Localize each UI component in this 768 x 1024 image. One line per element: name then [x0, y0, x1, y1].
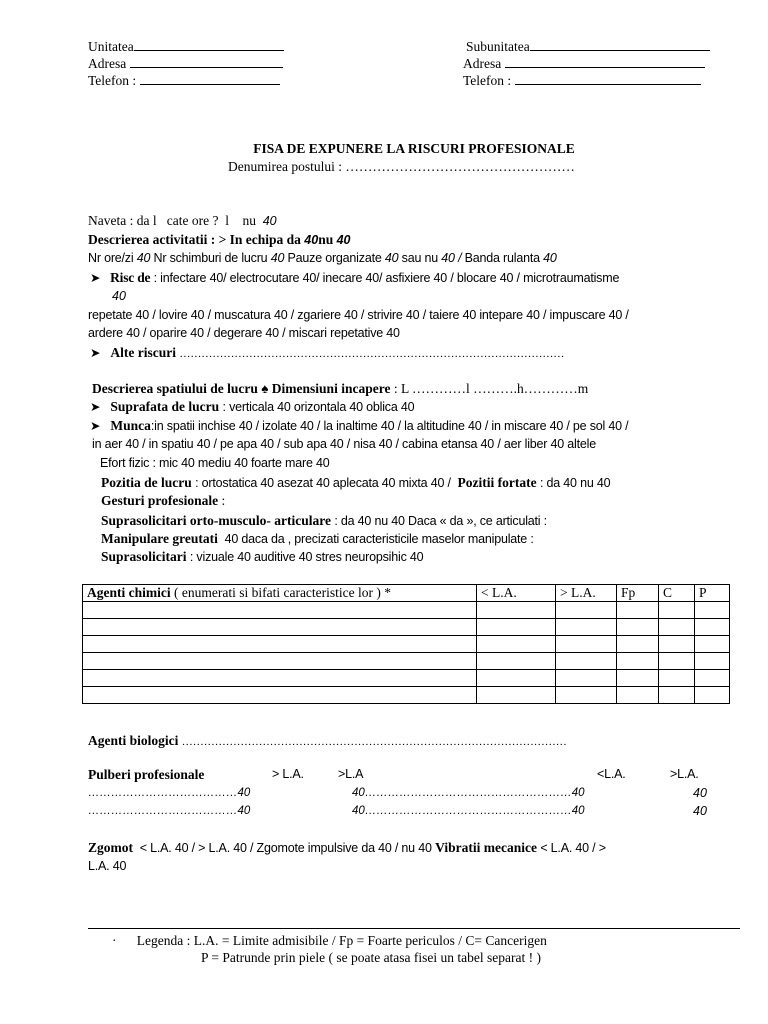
greutati-values[interactable]: 40 daca da , precizati caracteristicile maselor manipulate : [224, 532, 534, 546]
page-title: FISA DE EXPUNERE LA RISCURI PROFESIONALE [253, 141, 575, 156]
spade-icon: ♠ [261, 381, 269, 396]
gesturi-label: Gesturi profesionale [101, 493, 219, 508]
pulberi-row1-c[interactable]: 40 [693, 786, 707, 800]
agenti-chimici-label: Agenti chimici [87, 585, 171, 600]
table-row[interactable] [83, 619, 730, 636]
table-cell[interactable] [83, 636, 477, 653]
table-cell[interactable] [695, 687, 730, 704]
alte-dots[interactable]: …………………………………………………………………………………………… [179, 348, 565, 360]
footer-divider [88, 928, 740, 929]
telefon-label: Telefon : [88, 73, 137, 88]
table-header-c: C [659, 585, 695, 602]
table-cell[interactable] [617, 602, 659, 619]
pauze-label: Pauze organizate [287, 251, 382, 265]
table-cell[interactable] [617, 687, 659, 704]
table-cell[interactable] [695, 602, 730, 619]
supra-values[interactable]: : vizuale 40 auditive 40 stres neuropsihic 40 [189, 550, 424, 564]
activitate-da-value[interactable]: 40 [304, 233, 319, 247]
banda-label: Banda rulanta [464, 251, 540, 265]
table-cell[interactable] [695, 619, 730, 636]
table-header-row [83, 585, 730, 602]
pulberi-h4: >L.A. [670, 767, 699, 781]
table-cell[interactable] [477, 687, 556, 704]
unitatea-label: Unitatea [88, 39, 134, 54]
agenti-chimici-hint: ( enumerati si bifati caracteristice lor ) * [174, 585, 392, 600]
table-cell[interactable] [556, 687, 617, 704]
gesturi-colon: : [221, 493, 226, 508]
zgomot-values[interactable]: < L.A. 40 / > L.A. 40 / Zgomote impulsive da 40 / nu 40 [139, 841, 432, 855]
table-cell[interactable] [83, 653, 477, 670]
naveta-cate: cate ore ? [166, 213, 219, 228]
munca-row [90, 417, 628, 435]
table-cell[interactable] [617, 670, 659, 687]
biologici-label: Agenti biologici [88, 733, 179, 748]
table-cell[interactable] [556, 636, 617, 653]
table-cell[interactable] [556, 670, 617, 687]
pauze-nu-label: sau nu [401, 251, 439, 265]
table-cell[interactable] [659, 619, 695, 636]
munca-line1[interactable]: :in spatii inchise 40 / izolate 40 / la inaltime 40 / la altitudine 40 / in miscare 40 / pe sol 40 / [150, 419, 629, 433]
adresa2-field[interactable] [463, 55, 705, 72]
table-row[interactable] [83, 670, 730, 687]
table-cell[interactable] [83, 670, 477, 687]
table-row[interactable] [83, 687, 730, 704]
table-header-gt-la: > L.A. [556, 585, 617, 602]
table-cell[interactable] [659, 636, 695, 653]
table-cell[interactable] [477, 653, 556, 670]
table-cell[interactable] [617, 653, 659, 670]
table-cell[interactable] [477, 636, 556, 653]
fortate-values[interactable]: : da 40 nu 40 [539, 476, 611, 490]
supra-orto-label: Suprasolicitari orto-musculo- articulare [101, 513, 331, 528]
telefon2-label: Telefon : [463, 73, 512, 88]
alte-label: Alte riscuri [110, 345, 177, 360]
gesturi-row [101, 492, 225, 509]
vibratii-label: Vibratii mecanice [435, 840, 537, 855]
table-cell[interactable] [617, 619, 659, 636]
zgomot-row [88, 839, 606, 857]
ore-row [88, 250, 557, 267]
table-cell[interactable] [83, 619, 477, 636]
table-cell[interactable] [477, 670, 556, 687]
supra-orto-row [101, 512, 547, 530]
pulberi-h2: >L.A [338, 767, 364, 781]
spatiu-label: Descrierea spatiului de lucru [92, 381, 258, 396]
naveta-value[interactable]: 40 [262, 214, 277, 228]
telefon2-field[interactable] [463, 72, 701, 89]
table-row[interactable] [83, 636, 730, 653]
table-row[interactable] [83, 653, 730, 670]
ore-label: Nr ore/zi [88, 251, 134, 265]
pozitia-row [101, 474, 610, 492]
table-header-p: P [695, 585, 730, 602]
munca-label: Munca [110, 418, 151, 433]
arrow-icon: ➤ [90, 271, 101, 285]
post-field[interactable] [228, 158, 575, 175]
greutati-row [101, 530, 534, 548]
table-header-lt-la: < L.A. [477, 585, 556, 602]
risc-line1b[interactable]: 40 [112, 289, 126, 303]
table-cell[interactable] [83, 602, 477, 619]
naveta-nu: nu [242, 213, 256, 228]
arrow-icon: ➤ [90, 346, 101, 360]
banda-value[interactable]: 40 [543, 251, 557, 265]
activitate-row [88, 231, 351, 249]
biologici-row [88, 732, 567, 751]
arrow-icon: ➤ [90, 419, 101, 433]
table-cell[interactable] [556, 602, 617, 619]
arrow-icon: ➤ [90, 400, 101, 414]
subunitatea-field[interactable] [466, 38, 710, 55]
dimensiuni-values[interactable]: : L …………l ……….h…………m [393, 381, 589, 396]
pulberi-row2-b[interactable]: 40………………………………………………40 [352, 805, 585, 817]
agenti-chimici-table [82, 584, 730, 704]
table-cell[interactable] [659, 602, 695, 619]
fortate-label: Pozitii fortate [457, 475, 537, 490]
table-cell[interactable] [477, 602, 556, 619]
table-cell[interactable] [695, 636, 730, 653]
suprafata-row [90, 398, 414, 416]
pulberi-label [88, 766, 204, 783]
adresa2-label: Adresa [463, 56, 502, 71]
efort-row[interactable]: Efort fizic : mic 40 mediu 40 foarte mare 40 [100, 456, 330, 470]
naveta-label: Naveta : da [88, 213, 150, 228]
dimensiuni-label: Dimensiuni incapere [271, 381, 391, 396]
pulberi-title: Pulberi profesionale [88, 767, 205, 782]
subunitatea-label: Subunitatea [466, 39, 530, 54]
legenda-line2: P = Patrunde prin piele ( se poate atasa fisei un tabel separat ! ) [201, 950, 541, 965]
vibratii-values-2[interactable]: L.A. 40 [88, 859, 127, 873]
pauze-value[interactable]: 40 [384, 251, 399, 265]
greutati-label: Manipulare greutati [101, 531, 218, 546]
post-dots: …………………………………………… [345, 159, 575, 174]
supra-orto-values[interactable]: : da 40 nu 40 Daca « da », ce articulati : [334, 514, 547, 528]
table-row[interactable] [83, 602, 730, 619]
adresa-label: Adresa [88, 56, 127, 71]
adresa-field[interactable] [88, 55, 283, 72]
legenda-line1 [112, 932, 547, 949]
table-cell[interactable] [659, 670, 695, 687]
pulberi-h3: <L.A. [597, 767, 626, 781]
pozitia-label: Pozitia de lucru [101, 475, 192, 490]
table-cell[interactable] [617, 636, 659, 653]
vibratii-values[interactable]: < L.A. 40 / > [540, 841, 606, 855]
supra-label: Suprasolicitari [101, 549, 187, 564]
table-cell[interactable] [477, 619, 556, 636]
table-header-agenti [83, 585, 477, 602]
pulberi-row2-c[interactable]: 40 [693, 804, 707, 818]
schimburi-label: Nr schimburi de lucru [153, 251, 268, 265]
table-cell[interactable] [659, 687, 695, 704]
munca-line2[interactable]: in aer 40 / in spatiu 40 / pe apa 40 / sub apa 40 / nisa 40 / cabina etansa 40 / aer liber 40 altele [92, 437, 596, 451]
activitate-nu: nu [318, 232, 334, 247]
zgomot-label: Zgomot [88, 840, 133, 855]
table-header-fp: Fp [617, 585, 659, 602]
activitate-label: Descrierea activitatii : > In echipa da [88, 232, 301, 247]
naveta-bar1[interactable]: l [152, 213, 157, 228]
spatiu-row [92, 380, 588, 397]
risc-line3[interactable]: ardere 40 / oparire 40 / degerare 40 / miscari repetative 40 [88, 326, 400, 340]
unitatea-field[interactable] [88, 38, 284, 55]
pulberi-row2-a[interactable]: …………………………………40 [88, 805, 251, 817]
schimburi-value[interactable]: 40 [270, 251, 285, 265]
pulberi-h1: > L.A. [272, 767, 304, 781]
pulberi-row1-b[interactable]: 40………………………………………………40 [352, 787, 585, 799]
legenda-text1: Legenda : L.A. = Limite admisibile / Fp = Foarte periculos / C= Cancerigen [136, 933, 547, 948]
pozitia-values[interactable]: : ortostatica 40 asezat 40 aplecata 40 mixta 40 / [195, 476, 451, 490]
alte-row [90, 344, 564, 363]
table-cell[interactable] [83, 687, 477, 704]
naveta-row [88, 212, 277, 230]
naveta-bar2[interactable]: l [225, 213, 229, 228]
table-cell[interactable] [695, 653, 730, 670]
pauze-nu-value[interactable]: 40 / [441, 251, 462, 265]
ore-value[interactable]: 40 [136, 251, 151, 265]
risc-row [90, 269, 619, 287]
bullet-icon: · [112, 933, 117, 948]
risc-label: Risc de [110, 270, 151, 285]
risc-line1[interactable]: : infectare 40/ electrocutare 40/ inecare 40/ asfixiere 40 / blocare 40 / microtraumatisme [153, 271, 620, 285]
supra-row [101, 548, 423, 566]
suprafata-label: Suprafata de lucru [110, 399, 220, 414]
pulberi-row1-a[interactable]: …………………………………40 [88, 787, 251, 799]
risc-line2[interactable]: repetate 40 / lovire 40 / muscatura 40 / zgariere 40 / strivire 40 / taiere 40 intepare 40 / impuscare 40 / [88, 308, 629, 322]
telefon-field[interactable] [88, 72, 280, 89]
table-cell[interactable] [659, 653, 695, 670]
table-cell[interactable] [556, 653, 617, 670]
suprafata-values[interactable]: : verticala 40 orizontala 40 oblica 40 [222, 400, 415, 414]
table-cell[interactable] [695, 670, 730, 687]
post-label: Denumirea postului : [228, 159, 342, 174]
activitate-nu-value[interactable]: 40 [336, 233, 351, 247]
table-cell[interactable] [556, 619, 617, 636]
biologici-dots[interactable]: …………………………………………………………………………………………… [181, 736, 567, 748]
